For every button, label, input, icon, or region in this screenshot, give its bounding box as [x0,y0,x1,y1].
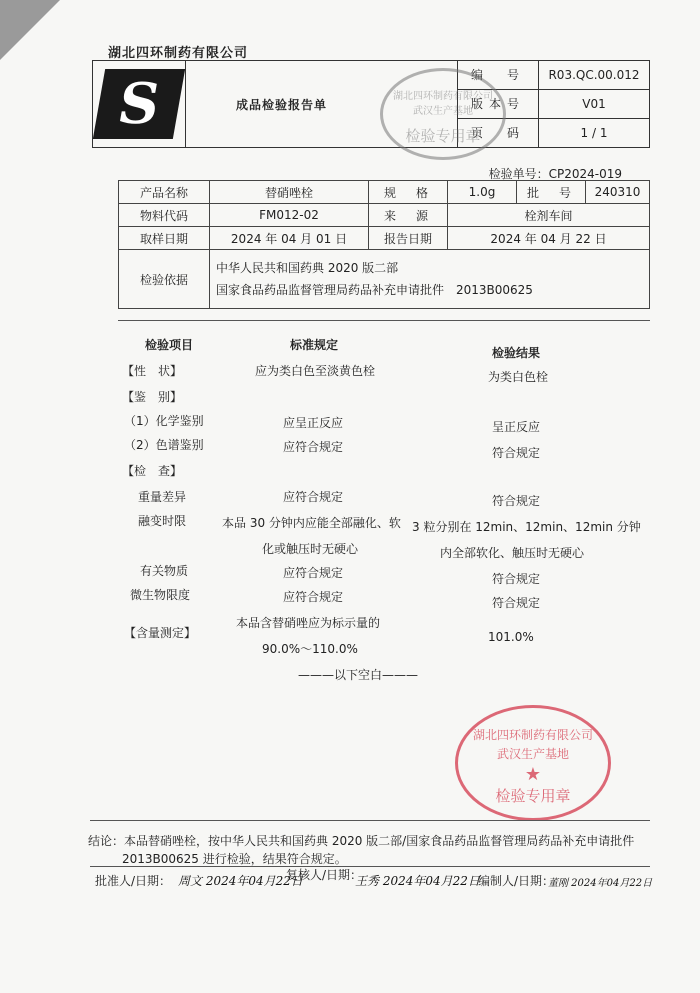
std-related: 应符合规定 [283,566,344,580]
code-label: 编 号 [458,61,539,90]
material-label: 物料代码 [119,204,210,227]
info-table [118,180,650,309]
conclusion-line-2: 2013B00625 进行检验，结果符合规定。 [122,852,347,866]
report-number: 检验单号：CP2024-019 [488,167,622,181]
faint-stamp: 湖北四环制药有限公司 武汉生产基地 检验专用章 [380,68,506,160]
std-appearance: 应为类白色至淡黄色栓 [255,364,376,378]
company-logo-icon: S [93,69,185,139]
batch-value: 240310 [586,181,650,204]
res-appearance: 为类白色栓 [488,370,549,384]
item-related: 有关物质 [140,564,189,578]
item-melt: 融变时限 [138,514,187,528]
item-chrom-id: （2）色谱鉴别 [124,438,204,452]
company-name: 湖北四环制药有限公司 [108,46,249,61]
sample-date-value: 2024 年 04 月 01 日 [210,227,369,250]
item-micro: 微生物限度 [130,588,191,602]
item-inspection: 【检 查】 [122,464,183,478]
spec-value: 1.0g [448,181,517,204]
col-standard-header: 标准规定 [290,338,339,352]
std-assay-2: 90.0%～110.0% [262,642,358,656]
std-weight: 应符合规定 [283,490,344,504]
product-label: 产品名称 [119,181,210,204]
basis-value: 中华人民共和国药典 2020 版二部 国家食品药品监督管理局药品补充申请批件 2013B00625 [210,250,650,309]
item-chem-id: （1）化学鉴别 [124,414,204,428]
res-chrom-id: 符合规定 [492,446,541,460]
blank-marker: ———以下空白——— [298,668,419,682]
item-assay: 【含量测定】 [124,626,197,640]
source-value: 栓剂车间 [448,204,650,227]
report-date-label: 报告日期 [369,227,448,250]
product-value: 替硝唑栓 [210,181,369,204]
item-weight: 重量差异 [138,490,187,504]
res-weight: 符合规定 [492,494,541,508]
res-melt-2: 内全部软化、触压时无硬心 [440,546,585,560]
col-item-header: 检验项目 [145,338,194,352]
approver-label: 批准人/日期： [95,874,172,888]
version-value: V01 [539,89,650,118]
res-assay: 101.0% [488,630,534,644]
item-appearance: 【性 状】 [122,364,183,378]
std-chem-id: 应呈正反应 [283,416,344,430]
col-result-header: 检验结果 [492,346,541,360]
approver-signature: 周文 2024年04月22日 [178,874,303,888]
section-rule-top [118,320,650,321]
report-date-value: 2024 年 04 月 22 日 [448,227,650,250]
section-rule-foot [90,866,650,867]
page-value: 1 / 1 [539,118,650,147]
logo-cell [93,61,186,148]
source-label: 来 源 [369,204,448,227]
res-chem-id: 呈正反应 [492,420,541,434]
std-melt-2: 化或触压时无硬心 [262,542,359,556]
basis-label: 检验依据 [119,250,210,309]
reviewer-signature: 王秀 2024年04月22日 [355,874,480,888]
std-melt-1: 本品 30 分钟内应能全部融化、软 [222,516,401,530]
version-label: 版本号 [458,89,539,118]
scan-corner [0,0,60,60]
spec-label: 规 格 [369,181,448,204]
reviewer-label: 复核人/日期： [286,868,363,882]
std-chrom-id: 应符合规定 [283,440,344,454]
code-value: R03.QC.00.012 [539,61,650,90]
compiler-label: 编制人/日期： [478,874,555,888]
std-micro: 应符合规定 [283,590,344,604]
header-table [92,60,650,148]
qc-seal-stamp: 湖北四环制药有限公司 武汉生产基地 ★ 检验专用章 [455,705,611,821]
material-value: FM012-02 [210,204,369,227]
conclusion-line-1: 结论：本品替硝唑栓，按中华人民共和国药典 2020 版二部/国家食品药品监督管理局药品补充申请批件 [88,834,635,848]
res-micro: 符合规定 [492,596,541,610]
sample-date-label: 取样日期 [119,227,210,250]
doc-title: 成品检验报告单 [186,61,458,148]
compiler-signature: 董刚 2024年04月22日 [548,878,653,889]
res-melt-1: 3 粒分别在 12min、12min、12min 分钟 [412,520,641,534]
page-label: 页 码 [458,118,539,147]
section-rule-bottom [90,820,650,821]
std-assay-1: 本品含替硝唑应为标示量的 [236,616,381,630]
star-icon: ★ [524,764,542,785]
res-related: 符合规定 [492,572,541,586]
item-identification: 【鉴 别】 [122,390,183,404]
batch-label: 批 号 [517,181,586,204]
